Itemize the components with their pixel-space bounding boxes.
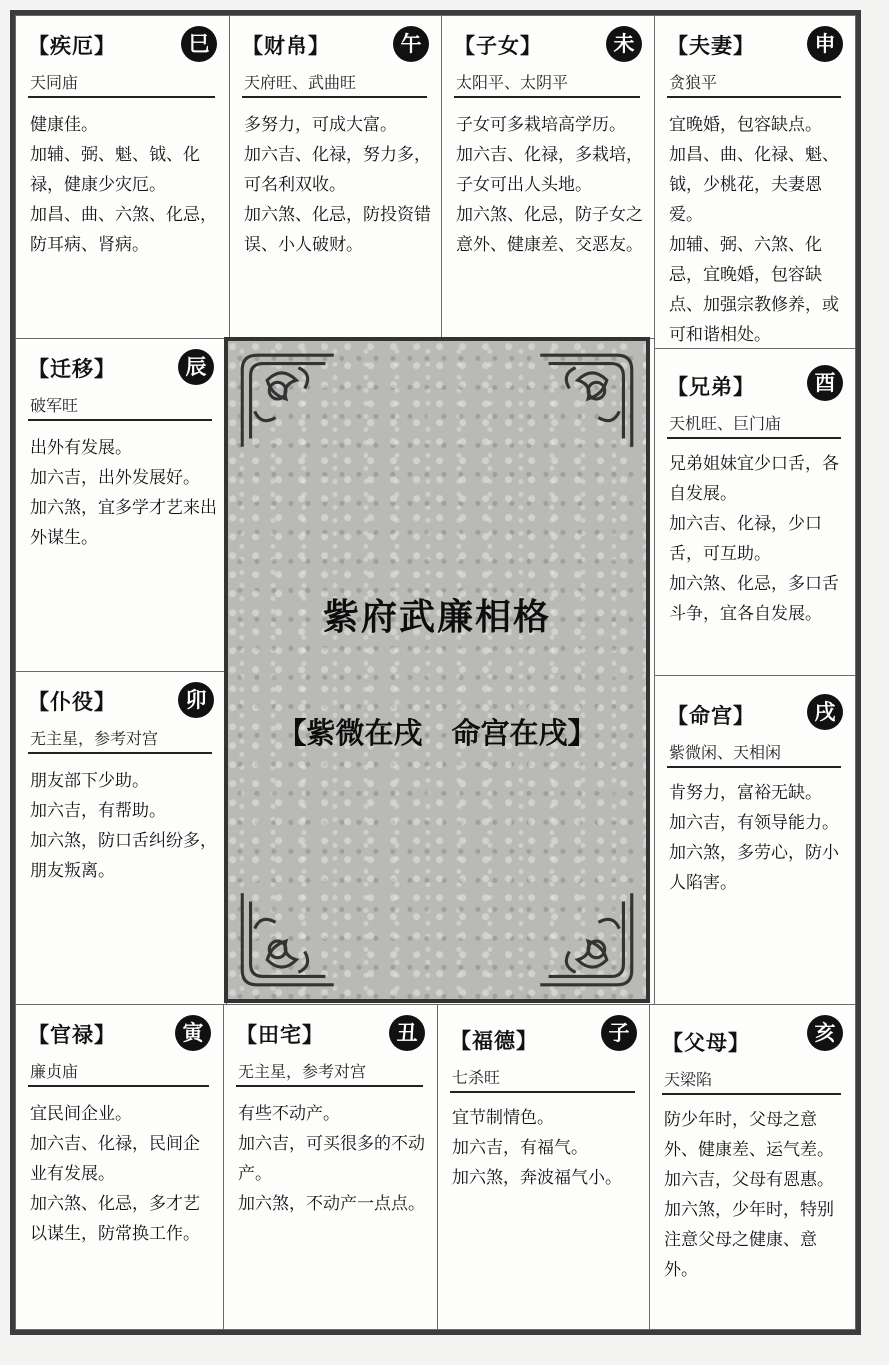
desc-line: 加六煞、化忌，多口舌斗争，宜各自发展。 [669, 574, 839, 624]
desc-line: 加六煞，少年时，特别注意父母之健康、意外。 [664, 1200, 834, 1280]
divider [236, 1085, 423, 1087]
earthly-branch-badge: 巳 [181, 26, 217, 62]
palace-stars: 无主星，参考对宫 [30, 729, 159, 748]
palace-cai-bo [229, 15, 442, 339]
earthly-branch-badge: 亥 [807, 1015, 843, 1051]
palace-fu-mu [649, 1004, 856, 1330]
palace-jie-e [15, 15, 230, 339]
earthly-branch-badge: 辰 [178, 349, 214, 385]
palace-description [669, 449, 847, 629]
palace-stars: 破军旺 [30, 396, 79, 415]
palace-description [238, 1099, 429, 1219]
palace-description [669, 778, 847, 898]
earthly-branch-badge: 午 [393, 26, 429, 62]
palace-title: 【仆役】 [28, 690, 116, 714]
palace-stars: 七杀旺 [452, 1068, 501, 1087]
palace-title: 【兄弟】 [667, 375, 755, 399]
palace-description [669, 110, 847, 349]
cloud-corner-ornament-icon [534, 887, 638, 991]
palace-description [456, 110, 646, 260]
desc-line: 加六吉，有福气。 [452, 1138, 588, 1158]
earthly-branch-badge: 丑 [389, 1015, 425, 1051]
desc-line: 宜晚婚，包容缺点。 [669, 115, 822, 135]
desc-line: 出外有发展。 [30, 438, 132, 458]
palace-description [30, 110, 221, 260]
desc-line: 加辅、弼、魁、钺、化禄，健康少灾厄。 [30, 145, 200, 195]
desc-line: 加六煞、化忌，防子女之意外、健康差、交恶友。 [456, 205, 643, 255]
palace-description [30, 433, 218, 553]
center-panel [224, 337, 650, 1003]
desc-line: 加六吉，有领导能力。 [669, 813, 839, 833]
earthly-branch-badge: 戌 [807, 694, 843, 730]
divider [667, 437, 841, 439]
palace-stars: 天梁陷 [664, 1070, 713, 1089]
desc-line: 加六吉、化禄，多栽培，子女可出人头地。 [456, 145, 643, 195]
divider [662, 1093, 841, 1095]
palace-qian-yi [15, 338, 227, 672]
desc-line: 多努力，可成大富。 [244, 115, 397, 135]
palace-stars: 廉贞庙 [30, 1062, 79, 1081]
divider [28, 752, 212, 754]
palace-title: 【田宅】 [236, 1023, 324, 1047]
palace-stars: 天同庙 [30, 73, 79, 92]
palace-description [30, 766, 218, 886]
palace-stars: 贪狼平 [669, 73, 718, 92]
desc-line: 加六吉、化禄，民间企业有发展。 [30, 1134, 200, 1184]
palace-description [664, 1105, 847, 1285]
palace-stars: 天机旺、巨门庙 [669, 414, 782, 433]
desc-line: 加昌、曲、化禄、魁、钺，少桃花，夫妻恩爱。 [669, 145, 839, 225]
desc-line: 加六吉、化禄，努力多，可名利双收。 [244, 145, 431, 195]
desc-line: 健康佳。 [30, 115, 98, 135]
divider [242, 96, 427, 98]
desc-line: 加六吉，出外发展好。 [30, 468, 200, 488]
desc-line: 加六吉，有帮助。 [30, 801, 166, 821]
palace-description [244, 110, 433, 260]
desc-line: 肯努力，富裕无缺。 [669, 783, 822, 803]
desc-line: 加六吉，父母有恩惠。 [664, 1170, 834, 1190]
desc-line: 加六煞，宜多学才艺来出外谋生。 [30, 498, 217, 548]
desc-line: 防少年时，父母之意外、健康差、运气差。 [664, 1110, 834, 1160]
chart-pattern-title: 紫府武廉相格 [322, 596, 551, 638]
desc-line: 加六吉、化禄，少口舌，可互助。 [669, 514, 822, 564]
divider [454, 96, 640, 98]
palace-fu-de [437, 1004, 650, 1330]
palace-stars: 太阳平、太阴平 [456, 73, 569, 92]
desc-line: 兄弟姐妹宜少口舌，各自发展。 [669, 454, 839, 504]
earthly-branch-badge: 申 [807, 26, 843, 62]
desc-line: 加昌、曲、六煞、化忌，防耳病、肾病。 [30, 205, 217, 255]
palace-title: 【财帛】 [242, 34, 330, 58]
divider [28, 1085, 209, 1087]
divider [28, 96, 215, 98]
palace-title: 【子女】 [454, 34, 542, 58]
desc-line: 子女可多栽培高学历。 [456, 115, 626, 135]
desc-line: 加六煞，多劳心，防小人陷害。 [669, 843, 839, 893]
chart-subtitle: 【紫微在戌 命宫在戌】 [277, 716, 597, 750]
earthly-branch-badge: 子 [601, 1015, 637, 1051]
palace-title: 【迁移】 [28, 357, 116, 381]
desc-line: 加六煞，不动产一点点。 [238, 1194, 425, 1214]
desc-line: 加辅、弼、六煞、化忌，宜晚婚，包容缺点、加强宗教修养，或可和谐相处。 [669, 235, 839, 345]
desc-line: 宜民间企业。 [30, 1104, 132, 1124]
desc-line: 加六煞、化忌，多才艺以谋生，防常换工作。 [30, 1194, 200, 1244]
palace-guan-lu [15, 1004, 224, 1330]
palace-tian-zhai [223, 1004, 438, 1330]
palace-title: 【命宫】 [667, 704, 755, 728]
cloud-corner-ornament-icon [534, 349, 638, 453]
desc-line: 加六吉，可买很多的不动产。 [238, 1134, 425, 1184]
divider [667, 96, 841, 98]
palace-title: 【夫妻】 [667, 34, 755, 58]
desc-line: 有些不动产。 [238, 1104, 340, 1124]
divider [667, 766, 841, 768]
palace-description [452, 1103, 641, 1193]
palace-title: 【福德】 [450, 1029, 538, 1053]
earthly-branch-badge: 酉 [807, 365, 843, 401]
palace-fu-qi [654, 15, 856, 349]
palace-stars: 紫微闲、天相闲 [669, 743, 782, 762]
palace-stars: 无主星，参考对宫 [238, 1062, 367, 1081]
palace-title: 【父母】 [662, 1031, 750, 1055]
earthly-branch-badge: 卯 [178, 682, 214, 718]
palace-title: 【疾厄】 [28, 34, 116, 58]
palace-description [30, 1099, 215, 1249]
palace-title: 【官禄】 [28, 1023, 116, 1047]
palace-ming-gong [654, 675, 856, 1005]
palace-xiong-di [654, 348, 856, 676]
palace-stars: 天府旺、武曲旺 [244, 73, 357, 92]
desc-line: 宜节制情色。 [452, 1108, 554, 1128]
earthly-branch-badge: 寅 [175, 1015, 211, 1051]
divider [28, 419, 212, 421]
cloud-corner-ornament-icon [236, 887, 340, 991]
desc-line: 加六煞，奔波福气小。 [452, 1168, 622, 1188]
palace-pu-yi [15, 671, 227, 1005]
palace-zi-nv [441, 15, 655, 339]
desc-line: 加六煞、化忌，防投资错误、小人破财。 [244, 205, 431, 255]
cloud-corner-ornament-icon [236, 349, 340, 453]
desc-line: 朋友部下少助。 [30, 771, 149, 791]
divider [450, 1091, 635, 1093]
desc-line: 加六煞，防口舌纠纷多，朋友叛离。 [30, 831, 217, 881]
earthly-branch-badge: 未 [606, 26, 642, 62]
